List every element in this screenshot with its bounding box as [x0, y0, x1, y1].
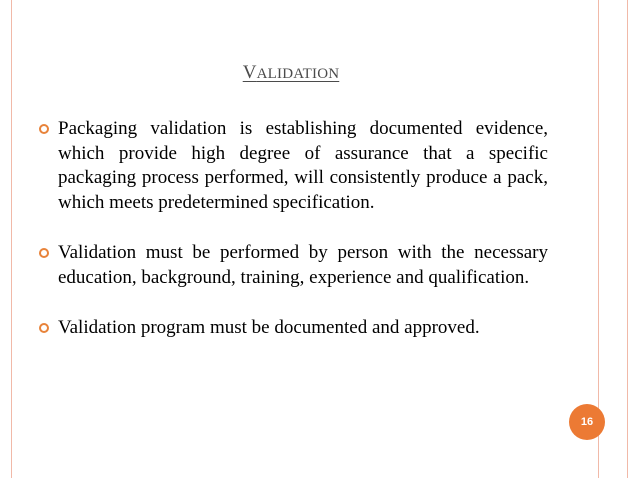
bullet-item: [40, 316, 548, 341]
bullet-item: [40, 241, 548, 290]
hollow-circle-bullet-icon: [39, 124, 49, 134]
right-border-band: [598, 0, 628, 478]
bullet-text: Packaging validation is establishing documented evidence, which provide high degree of assurance that a specific packaging process performed, will consistently produce a pack, which meets predetermined specification.: [58, 118, 548, 213]
slide-title: [0, 62, 582, 84]
bullet-item: [40, 117, 548, 215]
bullet-text: Validation program must be documented and approved.: [58, 317, 480, 338]
hollow-circle-bullet-icon: [39, 248, 49, 258]
slide-title-rest: ALIDATION: [256, 66, 340, 82]
page-number-badge: 16: [569, 404, 605, 440]
bullet-list: [40, 117, 548, 341]
bullet-text: Validation must be performed by person with the necessary education, background, training, experience and qualification.: [58, 242, 548, 288]
slide-title-initial: V: [242, 62, 257, 83]
hollow-circle-bullet-icon: [39, 323, 49, 333]
